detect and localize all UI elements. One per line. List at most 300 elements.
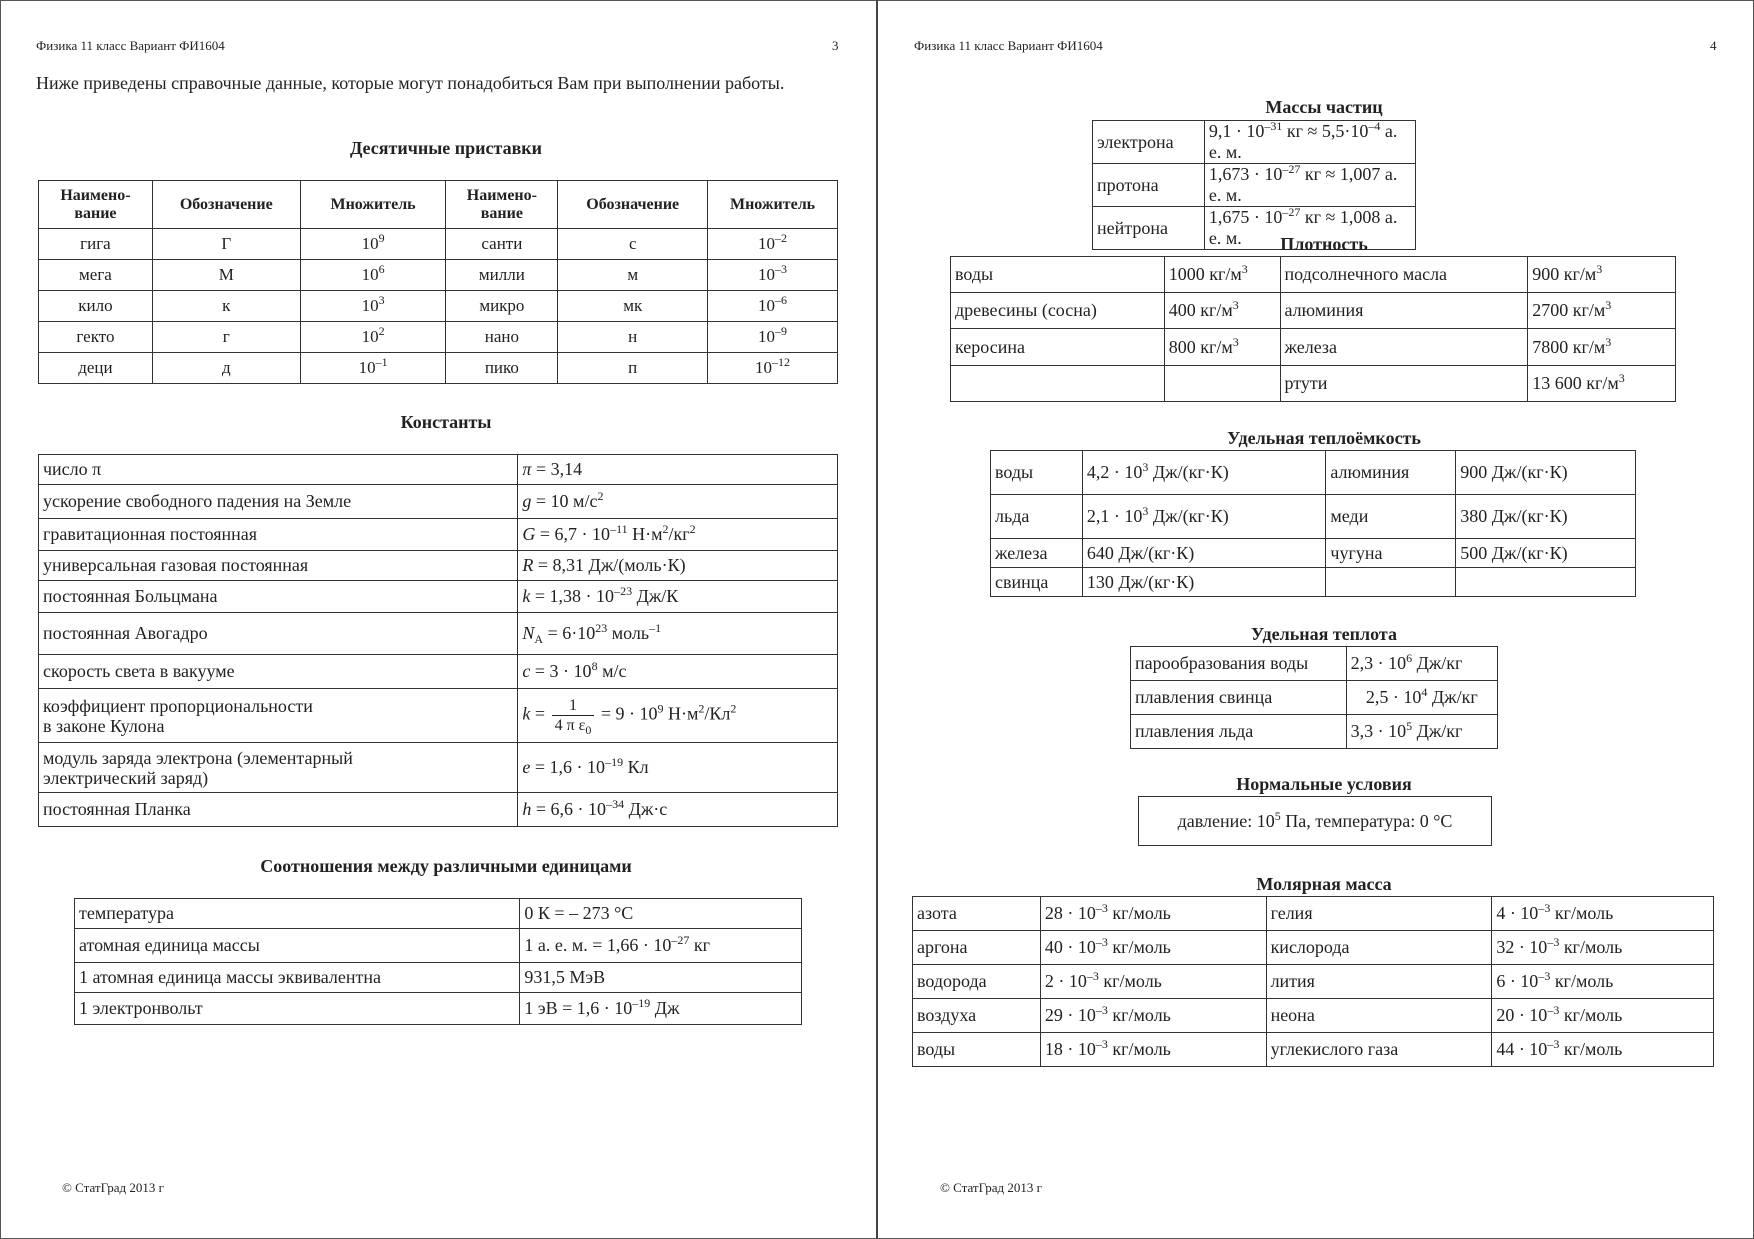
normal-conditions-title: Нормальные условия bbox=[1236, 774, 1412, 794]
column-header: Множитель bbox=[300, 181, 446, 229]
process-name: плавления свинца bbox=[1131, 681, 1347, 715]
name-line: в законе Кулона bbox=[43, 715, 165, 736]
exponent: –31 bbox=[1264, 119, 1283, 133]
value-text: · 10 bbox=[1062, 1005, 1096, 1025]
substance-name: подсолнечного масла bbox=[1280, 257, 1528, 293]
value-text: Кл bbox=[623, 757, 649, 777]
heat-capacity-value bbox=[1456, 495, 1636, 539]
exponent: –3 bbox=[1538, 901, 1551, 915]
unit: Дж/(кг·К) bbox=[1113, 542, 1195, 563]
factor-exp: 3 bbox=[378, 293, 385, 307]
substance-name: чугуна bbox=[1326, 539, 1456, 568]
exponent: 3 bbox=[1618, 371, 1625, 385]
exponent: –23 bbox=[614, 584, 633, 598]
heat-capacity-value bbox=[1082, 539, 1326, 568]
unit: кг/м bbox=[1195, 300, 1233, 320]
unit: Дж/(кг·К) bbox=[1487, 506, 1568, 526]
table-row bbox=[1131, 715, 1498, 749]
substance-name: воздуха bbox=[913, 999, 1041, 1033]
heat-capacity-value bbox=[1456, 451, 1636, 495]
page-header: Физика 11 класс Вариант ФИ1604 bbox=[36, 38, 225, 53]
value-text: = 3 · 10 bbox=[530, 661, 592, 681]
table-row bbox=[1131, 681, 1498, 715]
substance-name: водорода bbox=[913, 965, 1041, 999]
value-text: 1 а. е. м. = 1,66 · 10 bbox=[524, 935, 672, 955]
constant-symbol: c bbox=[522, 661, 531, 681]
column-header: Обозначение bbox=[558, 181, 708, 229]
particle-name: нейтрона bbox=[1093, 207, 1205, 250]
unit: кг/моль bbox=[1107, 937, 1171, 957]
value-number: 640 bbox=[1086, 542, 1114, 563]
table-row bbox=[75, 993, 802, 1025]
exponent: 2 bbox=[689, 522, 696, 536]
value-text: · 10 bbox=[1062, 937, 1096, 957]
value-text: = 8,31 Дж/(моль·К) bbox=[533, 555, 686, 575]
density-value bbox=[1164, 293, 1280, 329]
value-number: 28 bbox=[1044, 903, 1063, 923]
factor-exp: –2 bbox=[775, 231, 788, 245]
constant-value bbox=[518, 655, 838, 689]
factor-exp: –9 bbox=[775, 324, 788, 338]
intro-text: Ниже приведены справочные данные, которые могут понадобиться Вам при выполнении работы. bbox=[36, 73, 785, 93]
table-row bbox=[1131, 647, 1498, 681]
table-row bbox=[39, 613, 838, 655]
factor-base: 10 bbox=[758, 265, 776, 284]
factor-base: 10 bbox=[361, 265, 379, 284]
constant-name: скорость света в вакууме bbox=[39, 655, 518, 689]
molar-mass-table bbox=[912, 896, 1714, 1067]
substance-name: гелия bbox=[1266, 897, 1492, 931]
exponent: –3 bbox=[1095, 1003, 1108, 1017]
page-header: Физика 11 класс Вариант ФИ1604 bbox=[914, 38, 1103, 53]
substance-name: ртути bbox=[1280, 366, 1528, 402]
constant-value bbox=[518, 551, 838, 581]
factor-base: 10 bbox=[361, 327, 379, 346]
value-number: 18 bbox=[1044, 1039, 1063, 1059]
density-value bbox=[1528, 257, 1676, 293]
exponent: –3 bbox=[1547, 1037, 1560, 1051]
value-number: 900 bbox=[1532, 264, 1560, 284]
prefixes-table bbox=[38, 180, 838, 384]
substance-name: углекислого газа bbox=[1266, 1033, 1492, 1067]
value-text: = 6,7 · 10 bbox=[535, 524, 611, 544]
factor-base: 10 bbox=[758, 327, 776, 346]
table-row bbox=[75, 929, 802, 963]
factor-base: 10 bbox=[361, 234, 379, 253]
exponent: –27 bbox=[1282, 162, 1301, 176]
unit: кг/моль bbox=[1107, 903, 1171, 923]
value-text: /кг bbox=[668, 524, 690, 544]
value-text: Дж/К bbox=[632, 586, 679, 606]
molar-mass-value bbox=[1040, 999, 1266, 1033]
column-header: Обозначение bbox=[152, 181, 300, 229]
molar-mass-value bbox=[1040, 897, 1266, 931]
unit: кг/м bbox=[1568, 300, 1606, 320]
substance-name: свинца bbox=[991, 568, 1083, 597]
exponent: 2 bbox=[698, 701, 705, 716]
value-text: Дж·с bbox=[624, 799, 668, 819]
prefixes-title: Десятичные приставки bbox=[349, 138, 543, 158]
page-footer: © СтатГрад 2013 г bbox=[62, 1180, 164, 1195]
table-row bbox=[951, 329, 1676, 366]
exponent: 23 bbox=[595, 621, 608, 635]
relations-table bbox=[74, 898, 802, 1025]
prefix-factor bbox=[300, 229, 446, 260]
exponent: –4 bbox=[1368, 119, 1381, 133]
constant-symbol: h bbox=[522, 799, 532, 819]
substance-name: меди bbox=[1326, 495, 1456, 539]
unit: кг/моль bbox=[1098, 971, 1162, 991]
fraction-denominator bbox=[552, 716, 595, 735]
value-text: 4,2 · 10 bbox=[1086, 462, 1143, 482]
table-row bbox=[75, 963, 802, 993]
constant-symbol: R bbox=[522, 555, 534, 575]
table-row bbox=[1093, 164, 1416, 207]
prefix-factor bbox=[300, 291, 446, 322]
exponent: –3 bbox=[1095, 1037, 1108, 1051]
substance-name: воды bbox=[951, 257, 1165, 293]
constants-title: Константы bbox=[400, 412, 492, 432]
molar-mass-value bbox=[1040, 931, 1266, 965]
value-number: 400 bbox=[1168, 300, 1196, 320]
prefix-symbol: М bbox=[152, 260, 300, 291]
exponent: 3 bbox=[1605, 298, 1612, 312]
exponent: 3 bbox=[1142, 504, 1149, 518]
exponent: –27 bbox=[671, 933, 690, 947]
prefix-symbol: г bbox=[152, 322, 300, 353]
value-number: 6 bbox=[1496, 971, 1506, 991]
prefix-factor bbox=[708, 260, 838, 291]
factor-base: 10 bbox=[758, 234, 776, 253]
table-row bbox=[913, 897, 1714, 931]
substance-name: воды bbox=[913, 1033, 1041, 1067]
constant-value bbox=[518, 613, 838, 655]
value-text: 3,3 · 10 bbox=[1350, 721, 1407, 741]
table-row bbox=[913, 931, 1714, 965]
relation-name: 1 атомная единица массы эквивалентна bbox=[75, 963, 520, 993]
prefix-name: нано bbox=[446, 322, 558, 353]
relation-name: 1 электронвольт bbox=[75, 993, 520, 1025]
value-number: 13 600 bbox=[1532, 373, 1582, 393]
table-row bbox=[39, 291, 838, 322]
value-text: · 10 bbox=[1514, 937, 1548, 957]
value-number: 29 bbox=[1044, 1005, 1063, 1025]
prefix-name: гекто bbox=[39, 322, 153, 353]
density-value bbox=[1528, 293, 1676, 329]
table-header-row bbox=[39, 181, 838, 229]
table-row bbox=[951, 293, 1676, 329]
value-number: 380 bbox=[1460, 506, 1488, 526]
column-header: Наимено-вание bbox=[446, 181, 558, 229]
particles-title: Массы частиц bbox=[1265, 97, 1383, 117]
value-text: /Кл bbox=[704, 703, 731, 724]
relation-value: 931,5 МэВ bbox=[520, 963, 802, 993]
process-name: парообразования воды bbox=[1131, 647, 1347, 681]
prefix-factor bbox=[708, 229, 838, 260]
constant-name: гравитационная постоянная bbox=[39, 519, 518, 551]
table-row bbox=[991, 539, 1636, 568]
denominator-text: 4 π ε bbox=[554, 717, 586, 734]
unit: кг/м bbox=[1559, 264, 1597, 284]
empty-cell bbox=[1456, 568, 1636, 597]
constant-symbol: g bbox=[522, 491, 532, 511]
value-text: 1,673 · 10 bbox=[1208, 164, 1283, 184]
prefix-factor bbox=[708, 291, 838, 322]
heat-capacity-value bbox=[1082, 568, 1326, 597]
substance-name: азота bbox=[913, 897, 1041, 931]
exponent: 3 bbox=[1232, 334, 1239, 349]
relation-value bbox=[520, 993, 802, 1025]
prefix-symbol: мк bbox=[558, 291, 708, 322]
unit: Дж/кг bbox=[1412, 721, 1463, 741]
value-text: Н·м bbox=[663, 703, 699, 724]
unit: кг/м bbox=[1581, 373, 1619, 393]
table-row bbox=[39, 322, 838, 353]
heat-capacity-title: Удельная теплоёмкость bbox=[1227, 428, 1421, 448]
factor-exp: 9 bbox=[378, 231, 385, 245]
value-number: 2700 bbox=[1532, 300, 1569, 320]
specific-heat-title: Удельная теплота bbox=[1251, 624, 1397, 644]
exponent: –19 bbox=[605, 755, 624, 769]
exponent: –1 bbox=[649, 621, 662, 635]
unit: кг/м bbox=[1568, 336, 1606, 357]
exponent: –3 bbox=[1538, 969, 1551, 983]
exponent: 2 bbox=[730, 701, 737, 716]
specific-heat-table bbox=[1130, 646, 1498, 749]
substance-name: неона bbox=[1266, 999, 1492, 1033]
substance-name: железа bbox=[991, 539, 1083, 568]
value-text: 9,1 · 10 bbox=[1208, 121, 1265, 141]
value-text: 1,675 · 10 bbox=[1208, 207, 1283, 227]
specific-heat-value bbox=[1346, 715, 1497, 749]
prefix-symbol: с bbox=[558, 229, 708, 260]
constant-value bbox=[518, 689, 838, 743]
constant-name: число π bbox=[39, 455, 518, 485]
value-text: давление: 10 bbox=[1177, 811, 1275, 831]
value-text: Н·м bbox=[627, 524, 663, 544]
unit: Дж/(кг·К) bbox=[1148, 462, 1229, 482]
normal-conditions-box bbox=[1138, 796, 1492, 846]
value-text: = 1,6 · 10 bbox=[530, 757, 606, 777]
factor-exp: –3 bbox=[775, 262, 788, 276]
prefix-factor bbox=[300, 260, 446, 291]
relation-value bbox=[520, 929, 802, 963]
value-text: Дж bbox=[650, 998, 680, 1018]
density-value bbox=[1528, 329, 1676, 366]
prefix-symbol: п bbox=[558, 353, 708, 384]
value-text: · 10 bbox=[1053, 971, 1087, 991]
right-page bbox=[878, 0, 1754, 1239]
value-text: = 1,38 · 10 bbox=[530, 586, 615, 606]
unit: Дж/(кг·К) bbox=[1487, 462, 1568, 482]
page-number: 3 bbox=[832, 38, 839, 53]
value-text: · 10 bbox=[1505, 903, 1539, 923]
unit: кг/моль bbox=[1107, 1039, 1171, 1059]
prefix-name: мега bbox=[39, 260, 153, 291]
value-number: 40 bbox=[1044, 937, 1063, 957]
empty-cell bbox=[951, 366, 1165, 402]
unit: кг/моль bbox=[1550, 903, 1614, 923]
unit: кг/моль bbox=[1550, 971, 1614, 991]
prefix-symbol: к bbox=[152, 291, 300, 322]
molar-mass-value bbox=[1040, 965, 1266, 999]
particle-name: электрона bbox=[1093, 121, 1205, 164]
value-text: 1 эВ = 1,6 · 10 bbox=[524, 998, 633, 1018]
molar-mass-value bbox=[1492, 965, 1714, 999]
value-text: = bbox=[530, 703, 550, 724]
table-row bbox=[913, 1033, 1714, 1067]
molar-mass-value bbox=[1040, 1033, 1266, 1067]
process-name: плавления льда bbox=[1131, 715, 1347, 749]
value-text: кг bbox=[689, 935, 711, 955]
molar-mass-value bbox=[1492, 1033, 1714, 1067]
density-value bbox=[1528, 366, 1676, 402]
exponent: 9 bbox=[657, 701, 664, 716]
value-text: = 6·10 bbox=[543, 623, 596, 643]
table-row bbox=[991, 495, 1636, 539]
substance-name: алюминия bbox=[1326, 451, 1456, 495]
table-row bbox=[991, 568, 1636, 597]
exponent: –11 bbox=[610, 522, 628, 536]
heat-capacity-value bbox=[1082, 495, 1326, 539]
constant-symbol: N bbox=[522, 623, 535, 643]
relation-name: атомная единица массы bbox=[75, 929, 520, 963]
exponent: 6 bbox=[1406, 651, 1413, 665]
table-row bbox=[39, 229, 838, 260]
exponent: 2 bbox=[662, 522, 669, 536]
value-number: 20 bbox=[1496, 1005, 1515, 1025]
factor-exp: –1 bbox=[375, 355, 388, 369]
value-text: Па, температура: 0 °С bbox=[1280, 811, 1453, 831]
page-footer: © СтатГрад 2013 г bbox=[940, 1180, 1042, 1195]
table-row bbox=[75, 899, 802, 929]
fraction-numerator: 1 bbox=[552, 696, 595, 716]
constant-name: ускорение свободного падения на Земле bbox=[39, 485, 518, 519]
table-row bbox=[951, 257, 1676, 293]
prefix-symbol: д bbox=[152, 353, 300, 384]
factor-base: 10 bbox=[358, 358, 376, 377]
molar-mass-value bbox=[1492, 897, 1714, 931]
value-number: 1000 bbox=[1168, 264, 1205, 284]
factor-base: 10 bbox=[758, 296, 776, 315]
substance-name: керосина bbox=[951, 329, 1165, 366]
column-header: Наимено-вание bbox=[39, 181, 153, 229]
table-row bbox=[39, 485, 838, 519]
exponent: 3 bbox=[1241, 262, 1248, 276]
unit: кг/м bbox=[1204, 264, 1242, 284]
value-text: моль bbox=[607, 623, 650, 643]
value-number: 4 bbox=[1496, 903, 1506, 923]
particle-name: протона bbox=[1093, 164, 1205, 207]
unit: кг/моль bbox=[1559, 1039, 1623, 1059]
value-text: кг ≈ 5,5·10 bbox=[1282, 121, 1369, 141]
unit: Дж/(кг·К) bbox=[1113, 571, 1195, 592]
prefix-factor bbox=[708, 353, 838, 384]
table-row bbox=[39, 260, 838, 291]
table-row bbox=[913, 999, 1714, 1033]
value-number: 800 bbox=[1168, 336, 1196, 357]
value-text: · 10 bbox=[1514, 1039, 1548, 1059]
constant-name: универсальная газовая постоянная bbox=[39, 551, 518, 581]
exponent: 5 bbox=[1274, 809, 1281, 823]
exponent: –34 bbox=[606, 797, 625, 811]
value-text: = 9 · 10 bbox=[596, 703, 658, 724]
exponent: –19 bbox=[632, 996, 651, 1010]
substance-name: льда bbox=[991, 495, 1083, 539]
constant-value bbox=[518, 519, 838, 551]
constants-table bbox=[38, 454, 838, 827]
constant-symbol: e bbox=[522, 757, 531, 777]
factor-exp: –12 bbox=[772, 355, 791, 369]
table-row bbox=[39, 655, 838, 689]
constant-symbol: G bbox=[522, 524, 536, 544]
empty-cell bbox=[1164, 366, 1280, 402]
substance-name: древесины (сосна) bbox=[951, 293, 1165, 329]
specific-heat-value bbox=[1346, 647, 1497, 681]
value-number: 500 bbox=[1460, 542, 1488, 563]
table-row bbox=[951, 366, 1676, 402]
table-row bbox=[39, 519, 838, 551]
column-header: Множитель bbox=[708, 181, 838, 229]
value-number: 2 bbox=[1044, 971, 1054, 991]
factor-exp: –6 bbox=[775, 293, 788, 307]
exponent: 5 bbox=[1406, 719, 1413, 733]
subscript: А bbox=[534, 632, 544, 646]
density-table bbox=[950, 256, 1676, 402]
heat-capacity-value bbox=[1456, 539, 1636, 568]
value-number: 32 bbox=[1496, 937, 1515, 957]
value-text: · 10 bbox=[1514, 1005, 1548, 1025]
constant-name bbox=[39, 689, 518, 743]
substance-name: аргона bbox=[913, 931, 1041, 965]
unit: кг/моль bbox=[1559, 937, 1623, 957]
substance-name: железа bbox=[1280, 329, 1528, 366]
density-title: Плотность bbox=[1280, 234, 1368, 254]
molar-mass-title: Молярная масса bbox=[1256, 874, 1392, 894]
constant-name: постоянная Планка bbox=[39, 793, 518, 827]
exponent: 3 bbox=[1232, 298, 1239, 312]
table-row bbox=[39, 743, 838, 793]
table-row bbox=[39, 353, 838, 384]
factor-base: 10 bbox=[361, 296, 379, 315]
constant-value bbox=[518, 743, 838, 793]
constant-value bbox=[518, 455, 838, 485]
exponent: 8 bbox=[591, 659, 598, 673]
value-text: = 10 м/с bbox=[531, 491, 598, 511]
unit: кг/м bbox=[1195, 336, 1233, 357]
constant-value bbox=[518, 485, 838, 519]
value-text: 2,1 · 10 bbox=[1086, 506, 1143, 526]
substance-name: лития bbox=[1266, 965, 1492, 999]
name-line: электрический заряд) bbox=[43, 767, 209, 788]
name-line: коэффициент пропорциональности bbox=[43, 695, 313, 716]
exponent: –3 bbox=[1086, 969, 1099, 983]
exponent: –27 bbox=[1282, 205, 1301, 219]
factor-base: 10 bbox=[755, 358, 773, 377]
left-page bbox=[0, 0, 876, 1239]
specific-heat-value bbox=[1346, 681, 1497, 715]
value-text: = 6,6 · 10 bbox=[531, 799, 607, 819]
prefix-name: деци bbox=[39, 353, 153, 384]
value-number: 900 bbox=[1460, 462, 1488, 482]
prefix-name: гига bbox=[39, 229, 153, 260]
factor-exp: 2 bbox=[378, 324, 385, 338]
value-text: а. е. м. bbox=[1208, 121, 1398, 162]
table-row bbox=[39, 455, 838, 485]
value-number: 7800 bbox=[1532, 336, 1569, 357]
value-text: = 3,14 bbox=[531, 459, 583, 479]
value-text: · 10 bbox=[1062, 903, 1096, 923]
